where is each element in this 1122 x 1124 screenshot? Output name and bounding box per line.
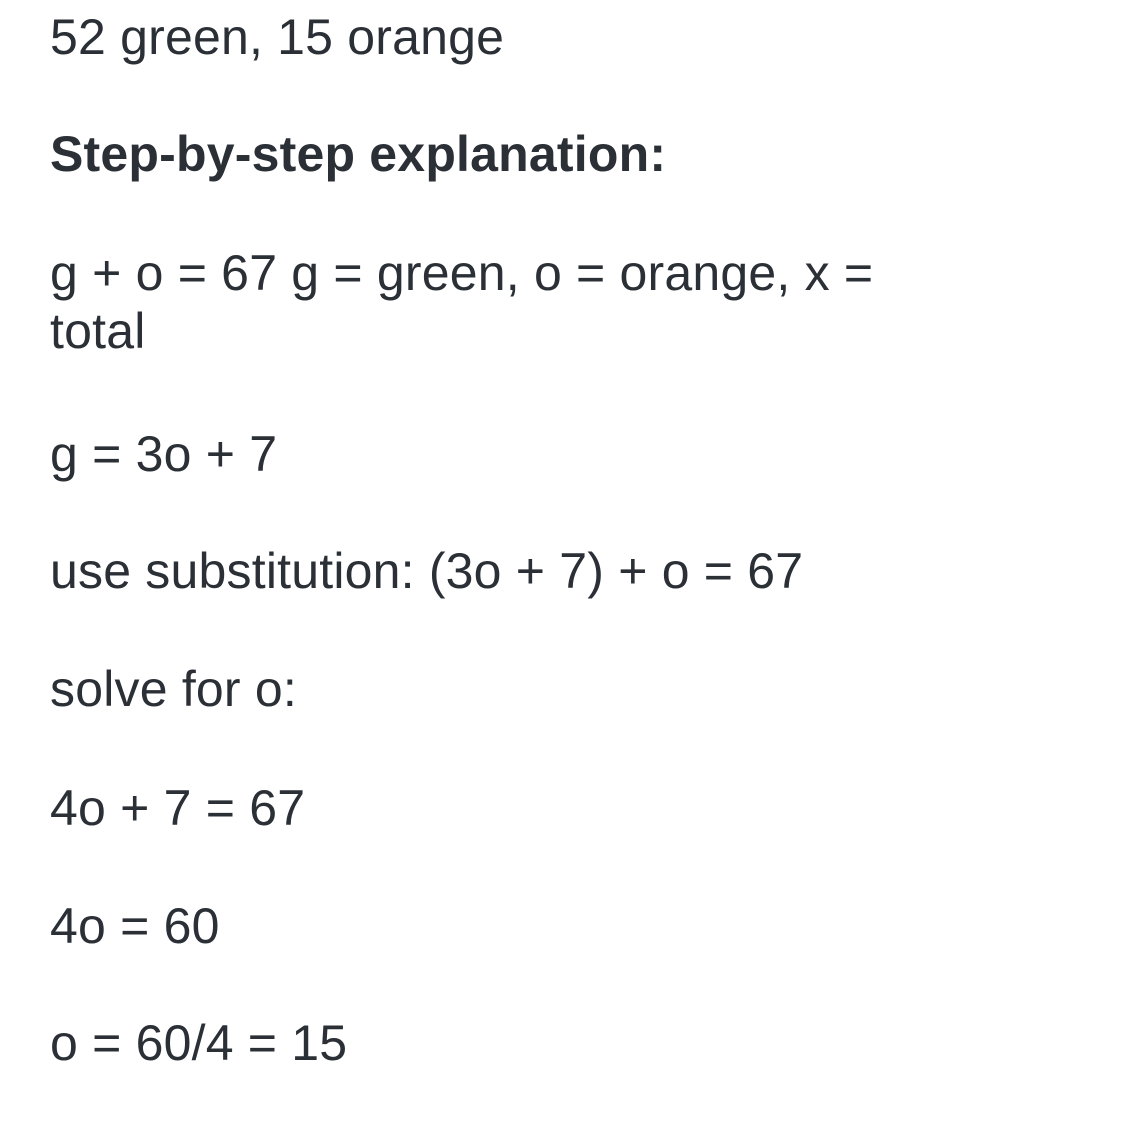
step-substitution: use substitution: (3o + 7) + o = 67 <box>50 543 804 599</box>
step-definitions: g + o = 67 g = green, o = orange, x = total <box>50 245 874 359</box>
answer-line: 52 green, 15 orange <box>50 9 505 65</box>
explanation-heading: Step-by-step explanation: <box>50 126 667 182</box>
step-result: o = 60/4 = 15 <box>50 1015 348 1071</box>
step-solve-label: solve for o: <box>50 661 297 717</box>
step-equation-green: g = 3o + 7 <box>50 426 278 482</box>
step-combined-equation: 4o + 7 = 67 <box>50 780 306 836</box>
step-simplified-equation: 4o = 60 <box>50 898 220 954</box>
